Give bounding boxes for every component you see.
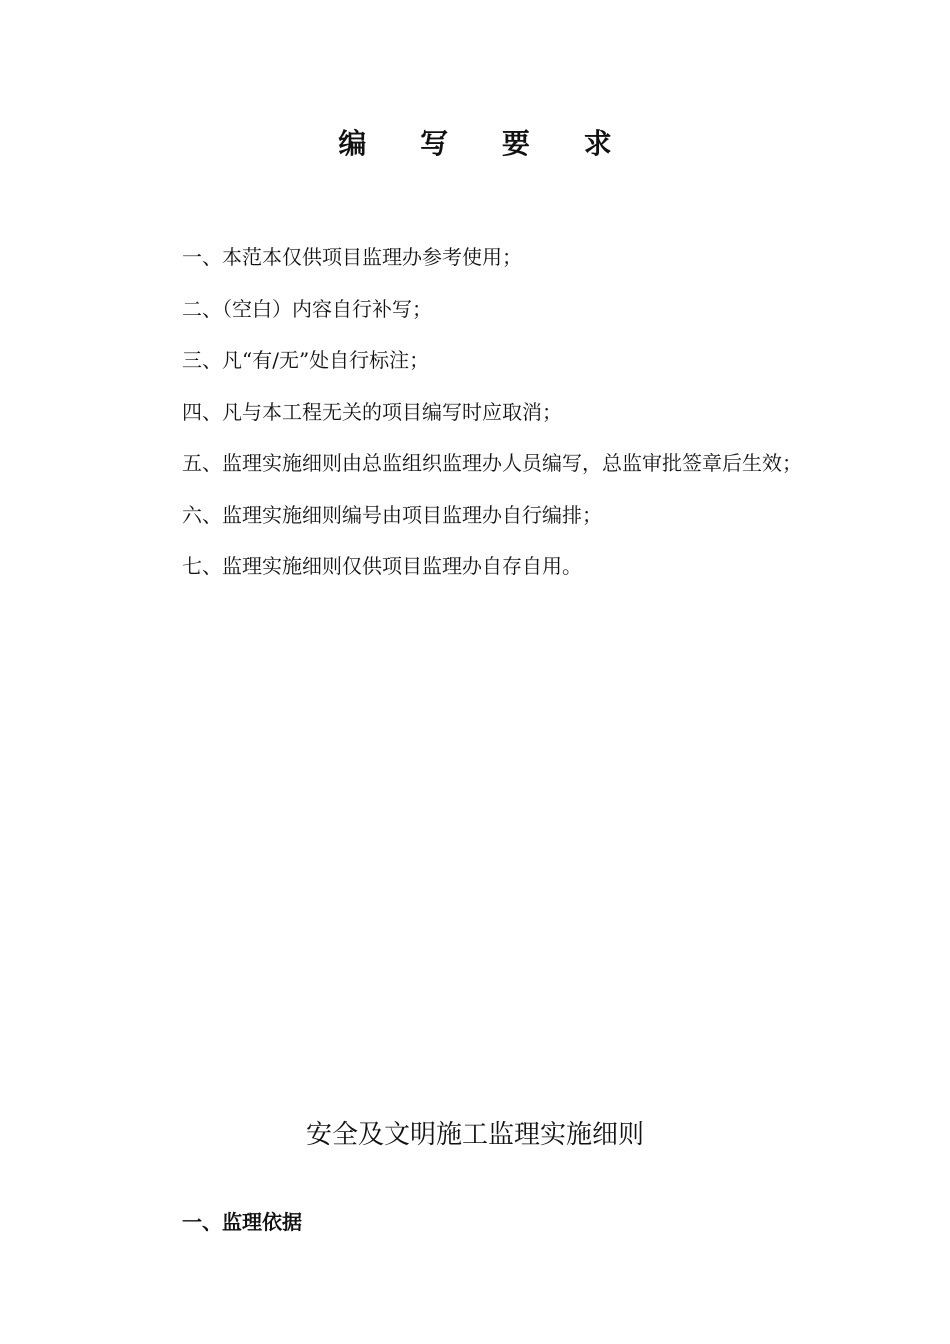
- requirement-item-2: 二、（空白）内容自行补写；: [182, 296, 432, 321]
- requirements-title: 编 写 要 求: [338, 127, 634, 160]
- section-heading-basis: 一、监理依据: [182, 1210, 302, 1234]
- requirement-item-7: 七、监理实施细则仅供项目监理办自存自用。: [182, 554, 582, 578]
- requirement-item-4: 四、凡与本工程无关的项目编写时应取消；: [182, 399, 562, 424]
- document-title: 安全及文明施工监理实施细则: [305, 1120, 644, 1150]
- requirement-item-5: 五、监理实施细则由总监组织监理办人员编写，总监审批签章后生效；: [182, 451, 802, 475]
- requirement-item-3: 三、凡“有/无”处自行标注；: [182, 348, 430, 372]
- requirements-list: [138, 232, 820, 593]
- requirement-item-1: 一、本范本仅供项目监理办参考使用；: [182, 245, 522, 269]
- requirement-item-6: 六、监理实施细则编号由项目监理办自行编排；: [182, 502, 602, 527]
